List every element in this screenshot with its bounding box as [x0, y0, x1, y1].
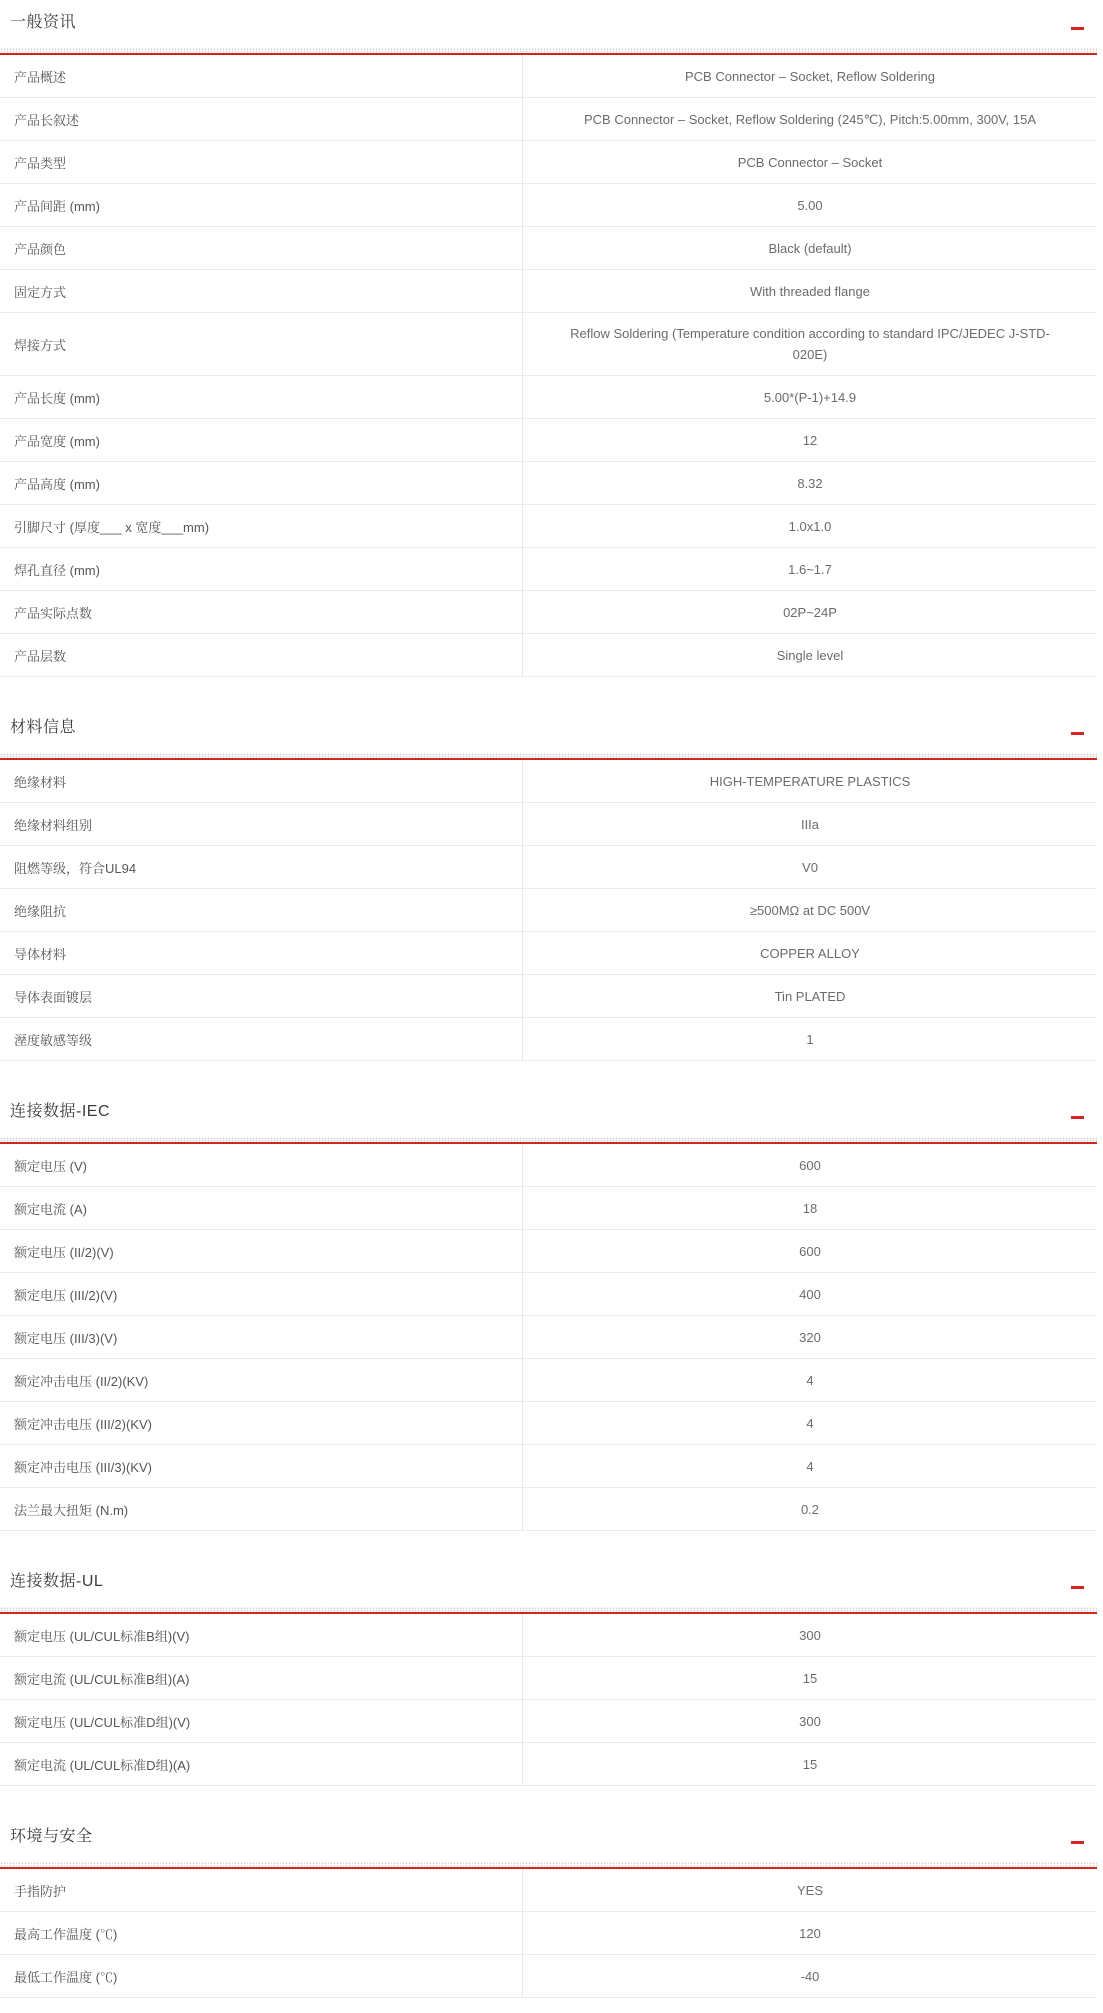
row-value: 600	[799, 1243, 821, 1259]
table-row	[0, 1743, 1097, 1786]
row-value: -40	[800, 1968, 820, 1984]
row-label: 焊接方式	[0, 313, 523, 375]
row-value: 300	[799, 1713, 821, 1729]
row-value: 120	[799, 1925, 821, 1941]
section-title: 连接数据-UL	[10, 1573, 104, 1590]
row-label: 最低工作温度 (℃)	[0, 1955, 523, 1997]
row-value: Single level	[776, 647, 844, 663]
row-value: 300	[799, 1627, 821, 1643]
row-value: 15	[802, 1756, 818, 1772]
table-row	[0, 1018, 1097, 1061]
row-value: 02P~24P	[783, 604, 837, 620]
row-label: 手指防护	[0, 1869, 523, 1911]
table-row	[0, 1144, 1097, 1187]
row-value-cell	[523, 55, 1097, 97]
row-label: 导体材料	[0, 932, 523, 974]
table-row	[0, 1488, 1097, 1531]
row-value-cell	[523, 505, 1097, 547]
section-title: 材料信息	[10, 719, 77, 736]
row-value-cell	[523, 591, 1097, 633]
row-label: 焊孔直径 (mm)	[0, 548, 523, 590]
spec-table	[0, 55, 1097, 677]
row-label: 产品宽度 (mm)	[0, 419, 523, 461]
row-value: IIIa	[800, 816, 820, 832]
table-row	[0, 1912, 1097, 1955]
row-value-cell	[523, 932, 1097, 974]
row-value-cell	[523, 1700, 1097, 1742]
section-divider	[0, 1607, 1097, 1614]
row-value-cell	[523, 419, 1097, 461]
row-label: 额定电压 (UL/CUL标准B组)(V)	[0, 1614, 523, 1656]
row-value: 4	[806, 1415, 814, 1431]
row-value: 600	[799, 1157, 821, 1173]
row-value: 5.00	[797, 197, 823, 213]
section-title: 环境与安全	[10, 1828, 93, 1845]
row-value: ≥500MΩ at DC 500V	[749, 902, 871, 918]
row-value: 400	[799, 1286, 821, 1302]
table-row	[0, 1657, 1097, 1700]
row-value-cell	[523, 1445, 1097, 1487]
collapse-minus-icon[interactable]	[1071, 1586, 1084, 1589]
row-value-cell	[523, 1488, 1097, 1530]
row-value: 18	[802, 1200, 818, 1216]
row-value-cell	[523, 270, 1097, 312]
collapse-minus-icon[interactable]	[1071, 27, 1084, 30]
section-header	[0, 1101, 1097, 1123]
row-value-cell	[523, 1187, 1097, 1229]
spec-section	[0, 717, 1097, 1061]
spec-table	[0, 760, 1097, 1061]
row-value: With threaded flange	[750, 283, 870, 299]
table-row	[0, 1230, 1097, 1273]
row-value: Reflow Soldering (Temperature condition according to standard IPC/JEDEC J-STD-020E)	[570, 326, 1050, 362]
table-row	[0, 313, 1097, 376]
table-row	[0, 889, 1097, 932]
row-label: 产品长度 (mm)	[0, 376, 523, 418]
row-label: 产品层数	[0, 634, 523, 676]
table-row	[0, 1700, 1097, 1743]
row-value-cell	[523, 1614, 1097, 1656]
row-value: 8.32	[797, 475, 823, 491]
table-row	[0, 1273, 1097, 1316]
table-row	[0, 1316, 1097, 1359]
row-value-cell	[523, 1273, 1097, 1315]
row-value-cell	[523, 98, 1097, 140]
row-value-cell	[523, 1743, 1097, 1785]
row-label: 额定冲击电压 (III/3)(KV)	[0, 1445, 523, 1487]
section-header	[0, 1571, 1097, 1593]
section-divider	[0, 48, 1097, 55]
row-value: 4	[806, 1458, 814, 1474]
table-row	[0, 419, 1097, 462]
section-header	[0, 717, 1097, 739]
row-value: 0.2	[800, 1501, 820, 1517]
row-value-cell	[523, 1955, 1097, 1997]
row-value-cell	[523, 846, 1097, 888]
section-header	[0, 1826, 1097, 1848]
row-label: 阻燃等级，符合UL94	[0, 846, 523, 888]
spec-section	[0, 1571, 1097, 1786]
row-label: 产品长叙述	[0, 98, 523, 140]
row-value: HIGH-TEMPERATURE PLASTICS	[709, 773, 911, 789]
table-row	[0, 975, 1097, 1018]
row-value-cell	[523, 1657, 1097, 1699]
row-label: 额定电流 (A)	[0, 1187, 523, 1229]
table-row	[0, 1445, 1097, 1488]
spec-table	[0, 1614, 1097, 1786]
table-row	[0, 141, 1097, 184]
row-value: 15	[802, 1670, 818, 1686]
collapse-minus-icon[interactable]	[1071, 732, 1084, 735]
row-label: 额定冲击电压 (III/2)(KV)	[0, 1402, 523, 1444]
row-value: COPPER ALLOY	[760, 945, 860, 961]
section-title: 一般资讯	[10, 14, 77, 31]
row-label: 最高工作温度 (℃)	[0, 1912, 523, 1954]
row-value: 1	[806, 1031, 814, 1047]
collapse-minus-icon[interactable]	[1071, 1841, 1084, 1844]
row-label: 产品高度 (mm)	[0, 462, 523, 504]
row-label: 导体表面镀层	[0, 975, 523, 1017]
table-row	[0, 846, 1097, 889]
row-value-cell	[523, 184, 1097, 226]
table-row	[0, 184, 1097, 227]
row-value-cell	[523, 975, 1097, 1017]
table-row	[0, 1955, 1097, 1998]
row-value-cell	[523, 313, 1097, 375]
row-label: 产品概述	[0, 55, 523, 97]
row-value-cell	[523, 634, 1097, 676]
table-row	[0, 505, 1097, 548]
row-value: PCB Connector – Socket	[737, 154, 883, 170]
row-label: 额定电压 (V)	[0, 1144, 523, 1186]
row-label: 绝缘材料	[0, 760, 523, 802]
row-label: 法兰最大扭矩 (N.m)	[0, 1488, 523, 1530]
table-row	[0, 227, 1097, 270]
row-value: Black (default)	[768, 240, 852, 256]
table-row	[0, 760, 1097, 803]
row-label: 产品间距 (mm)	[0, 184, 523, 226]
table-row	[0, 1402, 1097, 1445]
row-label: 额定电压 (UL/CUL标准D组)(V)	[0, 1700, 523, 1742]
row-value-cell	[523, 462, 1097, 504]
row-value-cell	[523, 1230, 1097, 1272]
row-value: PCB Connector – Socket, Reflow Soldering (245℃), Pitch:5.00mm, 300V, 15A	[583, 111, 1037, 127]
section-divider	[0, 1862, 1097, 1869]
collapse-minus-icon[interactable]	[1071, 1116, 1084, 1119]
table-row	[0, 376, 1097, 419]
spec-table	[0, 1144, 1097, 1531]
row-value-cell	[523, 803, 1097, 845]
row-value-cell	[523, 376, 1097, 418]
section-title: 连接数据-IEC	[10, 1103, 111, 1120]
row-value-cell	[523, 1869, 1097, 1911]
row-label: 额定电压 (III/2)(V)	[0, 1273, 523, 1315]
section-divider	[0, 1137, 1097, 1144]
row-label: 产品颜色	[0, 227, 523, 269]
table-row	[0, 1187, 1097, 1230]
row-value-cell	[523, 1316, 1097, 1358]
row-label: 额定电流 (UL/CUL标准D组)(A)	[0, 1743, 523, 1785]
table-row	[0, 98, 1097, 141]
row-label: 绝缘阻抗	[0, 889, 523, 931]
table-row	[0, 1869, 1097, 1912]
section-header	[0, 12, 1097, 34]
row-value-cell	[523, 1018, 1097, 1060]
table-row	[0, 55, 1097, 98]
table-row	[0, 548, 1097, 591]
row-value: PCB Connector – Socket, Reflow Soldering	[684, 68, 935, 84]
row-value: Tin PLATED	[774, 988, 846, 1004]
row-label: 额定电压 (III/3)(V)	[0, 1316, 523, 1358]
table-row	[0, 462, 1097, 505]
row-label: 额定电压 (II/2)(V)	[0, 1230, 523, 1272]
row-label: 引脚尺寸 (厚度___ x 宽度___mm)	[0, 505, 523, 547]
row-label: 固定方式	[0, 270, 523, 312]
section-divider	[0, 753, 1097, 760]
row-label: 绝缘材料组别	[0, 803, 523, 845]
row-value-cell	[523, 548, 1097, 590]
row-value: 12	[802, 432, 818, 448]
row-value-cell	[523, 1144, 1097, 1186]
row-label: 额定电流 (UL/CUL标准B组)(A)	[0, 1657, 523, 1699]
spec-section	[0, 12, 1097, 677]
row-label: 产品类型	[0, 141, 523, 183]
row-value: 1.6~1.7	[788, 561, 832, 577]
spec-section	[0, 1826, 1097, 1998]
row-value: 1.0x1.0	[788, 518, 832, 534]
row-value-cell	[523, 760, 1097, 802]
row-value: V0	[802, 859, 818, 875]
row-value: 5.00*(P-1)+14.9	[763, 389, 857, 405]
spec-table	[0, 1869, 1097, 1998]
row-value-cell	[523, 1912, 1097, 1954]
table-row	[0, 270, 1097, 313]
row-value: 320	[799, 1329, 821, 1345]
row-value: 4	[806, 1372, 814, 1388]
row-label: 额定冲击电压 (II/2)(KV)	[0, 1359, 523, 1401]
spec-section	[0, 1101, 1097, 1531]
table-row	[0, 803, 1097, 846]
row-value-cell	[523, 1359, 1097, 1401]
table-row	[0, 634, 1097, 677]
row-value-cell	[523, 227, 1097, 269]
row-value: YES	[796, 1882, 823, 1898]
table-row	[0, 932, 1097, 975]
row-value-cell	[523, 141, 1097, 183]
table-row	[0, 1359, 1097, 1402]
row-label: 产品实际点数	[0, 591, 523, 633]
row-label: 溼度敏感等级	[0, 1018, 523, 1060]
table-row	[0, 1614, 1097, 1657]
table-row	[0, 591, 1097, 634]
row-value-cell	[523, 1402, 1097, 1444]
row-value-cell	[523, 889, 1097, 931]
